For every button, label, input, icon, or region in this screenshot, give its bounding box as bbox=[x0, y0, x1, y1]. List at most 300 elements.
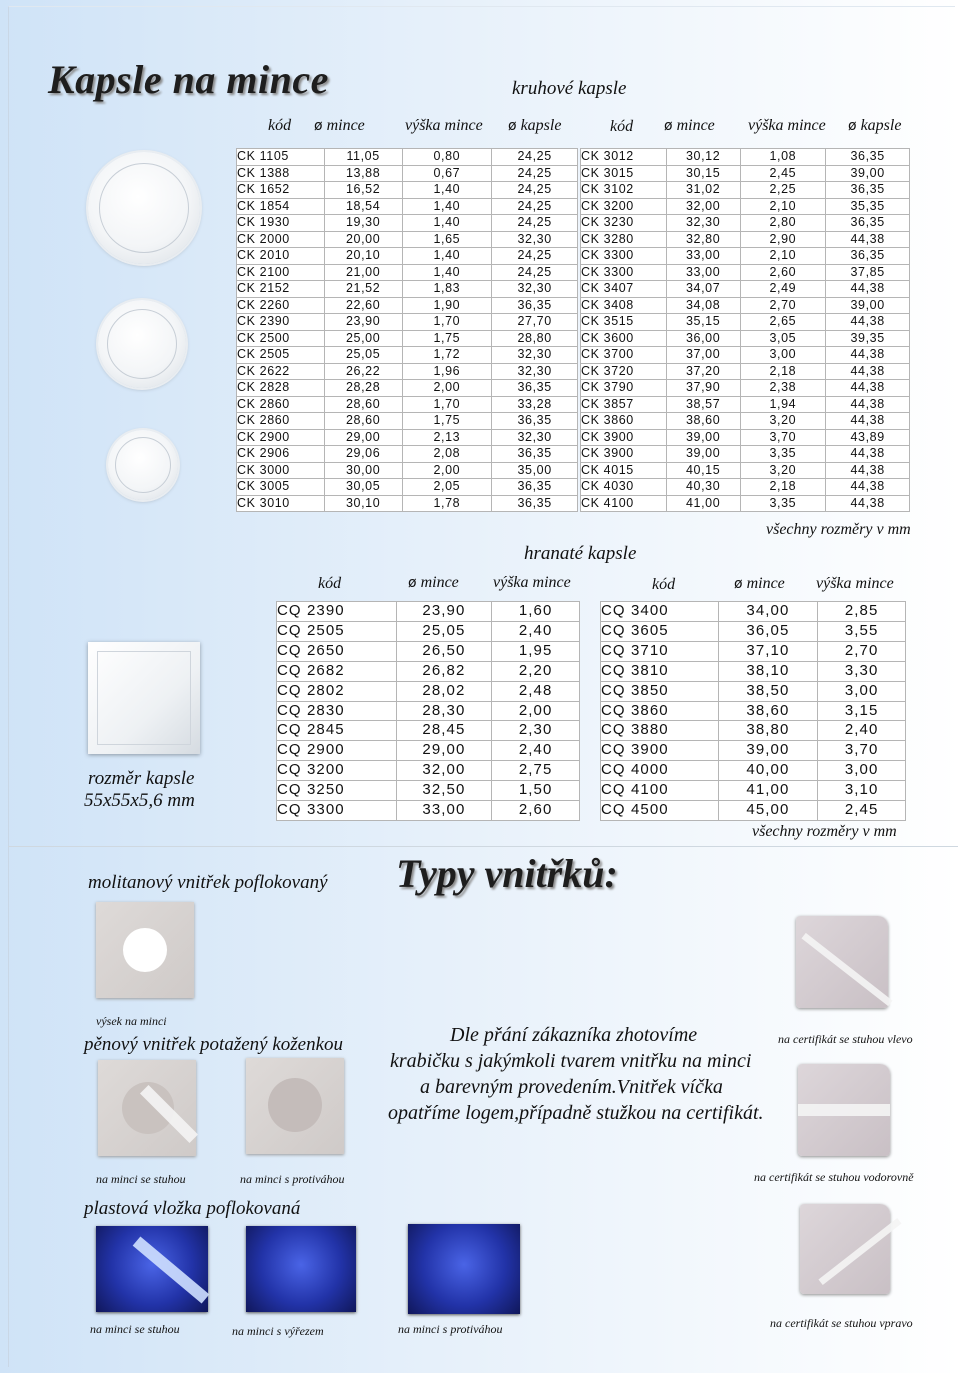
value-cell: 1,65 bbox=[402, 231, 492, 248]
value-cell: 32,00 bbox=[396, 761, 492, 781]
product-code-cell: CK 2500 bbox=[237, 330, 325, 347]
value-cell: 2,10 bbox=[740, 198, 826, 215]
value-cell: 21,52 bbox=[324, 281, 402, 298]
value-cell: 32,30 bbox=[666, 215, 740, 232]
cert-horizontal-photo bbox=[798, 1064, 890, 1156]
value-cell: 3,20 bbox=[740, 413, 826, 430]
value-cell: 38,60 bbox=[666, 413, 740, 430]
table-row bbox=[237, 479, 578, 496]
value-cell: 37,85 bbox=[826, 264, 910, 281]
round-units-note: všechny rozměry v mm bbox=[766, 521, 911, 538]
value-cell: 24,25 bbox=[492, 264, 578, 281]
coin-hole bbox=[123, 928, 167, 972]
table-row bbox=[581, 446, 910, 463]
table-row bbox=[581, 182, 910, 199]
round-header-vyska-left: výška mince bbox=[405, 117, 483, 134]
table-row bbox=[581, 248, 910, 265]
value-cell: 2,20 bbox=[492, 661, 580, 681]
value-cell: 1,40 bbox=[402, 182, 492, 199]
table-row bbox=[237, 149, 578, 166]
value-cell: 39,00 bbox=[826, 297, 910, 314]
table-row bbox=[237, 429, 578, 446]
plastic-flocked-label: plastová vložka poflokovaná bbox=[84, 1198, 301, 1219]
value-cell: 1,40 bbox=[402, 248, 492, 265]
value-cell: 36,35 bbox=[492, 446, 578, 463]
ribbon bbox=[802, 933, 893, 1006]
cert-horizontal-label: na certifikát se stuhou vodorovně bbox=[754, 1170, 914, 1184]
value-cell: 33,00 bbox=[666, 248, 740, 265]
value-cell: 2,18 bbox=[740, 479, 826, 496]
table-row bbox=[237, 446, 578, 463]
value-cell: 44,38 bbox=[826, 281, 910, 298]
product-code-cell: CK 3408 bbox=[581, 297, 667, 314]
table-row bbox=[237, 314, 578, 331]
value-cell: 1,70 bbox=[402, 314, 492, 331]
diameter-icon: ø bbox=[734, 576, 743, 592]
value-cell: 34,08 bbox=[666, 297, 740, 314]
value-cell: 2,60 bbox=[740, 264, 826, 281]
table-row bbox=[237, 248, 578, 265]
cert-right-label: na certifikát se stuhou vpravo bbox=[770, 1316, 913, 1330]
value-cell: 41,00 bbox=[718, 781, 818, 801]
value-cell: 30,00 bbox=[324, 462, 402, 479]
round-header-vyska-right: výška mince bbox=[748, 117, 826, 134]
plastic-ribbon-photo bbox=[96, 1226, 208, 1312]
value-cell: 24,25 bbox=[492, 215, 578, 232]
value-cell: 1,75 bbox=[402, 413, 492, 430]
coin-counterweight-label: na minci s protiváhou bbox=[240, 1172, 345, 1186]
ribbon bbox=[798, 1104, 890, 1116]
round-header-mince-right bbox=[664, 117, 715, 135]
round-header-kod-right: kód bbox=[610, 118, 634, 135]
table-row bbox=[277, 721, 580, 741]
table-row bbox=[581, 165, 910, 182]
value-cell: 20,00 bbox=[324, 231, 402, 248]
square-header-vyska-left: výška mince bbox=[493, 574, 571, 591]
value-cell: 1,08 bbox=[740, 149, 826, 166]
table-row bbox=[581, 495, 910, 512]
value-cell: 2,18 bbox=[740, 363, 826, 380]
round-capsule-small-photo bbox=[108, 430, 178, 500]
value-cell: 3,20 bbox=[740, 462, 826, 479]
value-cell: 36,35 bbox=[492, 495, 578, 512]
product-code-cell: CK 2260 bbox=[237, 297, 325, 314]
product-code-cell: CK 1652 bbox=[237, 182, 325, 199]
value-cell: 32,80 bbox=[666, 231, 740, 248]
table-row bbox=[581, 330, 910, 347]
product-code-cell: CK 2860 bbox=[237, 413, 325, 430]
value-cell: 3,00 bbox=[818, 681, 906, 701]
table-row bbox=[237, 495, 578, 512]
product-code-cell: CK 3700 bbox=[581, 347, 667, 364]
diameter-icon: ø bbox=[314, 118, 323, 134]
value-cell: 1,40 bbox=[402, 264, 492, 281]
product-code-cell: CQ 3850 bbox=[601, 681, 719, 701]
value-cell: 39,00 bbox=[666, 446, 740, 463]
value-cell: 0,67 bbox=[402, 165, 492, 182]
value-cell: 41,00 bbox=[666, 495, 740, 512]
product-code-cell: CK 3407 bbox=[581, 281, 667, 298]
value-cell: 1,40 bbox=[402, 198, 492, 215]
table-row bbox=[601, 681, 906, 701]
square-header-vyska-right: výška mince bbox=[816, 575, 894, 592]
value-cell: 39,00 bbox=[666, 429, 740, 446]
product-code-cell: CQ 2650 bbox=[277, 641, 397, 661]
value-cell: 1,40 bbox=[402, 215, 492, 232]
square-header-kod-left: kód bbox=[318, 575, 342, 592]
plastic-cut-label: na minci s výřezem bbox=[232, 1324, 324, 1338]
value-cell: 38,80 bbox=[718, 721, 818, 741]
table-row bbox=[581, 462, 910, 479]
product-code-cell: CQ 3200 bbox=[277, 761, 397, 781]
value-cell: 1,90 bbox=[402, 297, 492, 314]
table-row bbox=[237, 380, 578, 397]
value-cell: 40,30 bbox=[666, 479, 740, 496]
table-row bbox=[277, 781, 580, 801]
round-table-right bbox=[580, 148, 910, 512]
square-table-right bbox=[600, 601, 906, 821]
plastic-counterweight-label: na minci s protiváhou bbox=[398, 1322, 503, 1336]
table-row bbox=[601, 701, 906, 721]
value-cell: 3,35 bbox=[740, 495, 826, 512]
square-header-mince-right bbox=[734, 575, 785, 593]
table-row bbox=[601, 641, 906, 661]
product-code-cell: CQ 2845 bbox=[277, 721, 397, 741]
value-cell: 24,25 bbox=[492, 149, 578, 166]
product-code-cell: CK 3102 bbox=[581, 182, 667, 199]
product-code-cell: CK 2906 bbox=[237, 446, 325, 463]
value-cell: 35,15 bbox=[666, 314, 740, 331]
value-cell: 2,70 bbox=[818, 641, 906, 661]
value-cell: 2,60 bbox=[492, 801, 580, 821]
product-code-cell: CQ 3810 bbox=[601, 661, 719, 681]
value-cell: 2,00 bbox=[492, 701, 580, 721]
value-cell: 43,89 bbox=[826, 429, 910, 446]
value-cell: 1,60 bbox=[492, 602, 580, 622]
value-cell: 29,06 bbox=[324, 446, 402, 463]
value-cell: 3,15 bbox=[818, 701, 906, 721]
product-code-cell: CK 2390 bbox=[237, 314, 325, 331]
table-row bbox=[581, 198, 910, 215]
table-row bbox=[237, 413, 578, 430]
value-cell: 24,25 bbox=[492, 165, 578, 182]
value-cell: 35,00 bbox=[492, 462, 578, 479]
table-row bbox=[601, 761, 906, 781]
diameter-icon: ø bbox=[508, 118, 517, 134]
product-code-cell: CK 3015 bbox=[581, 165, 667, 182]
table-row bbox=[581, 429, 910, 446]
foam-flocked-label: molitanový vnitřek poflokovaný bbox=[88, 872, 328, 893]
product-code-cell: CK 3900 bbox=[581, 429, 667, 446]
product-code-cell: CK 3600 bbox=[581, 330, 667, 347]
value-cell: 2,25 bbox=[740, 182, 826, 199]
product-code-cell: CQ 3900 bbox=[601, 741, 719, 761]
plastic-ribbon-label: na minci se stuhou bbox=[90, 1322, 180, 1336]
value-cell: 1,83 bbox=[402, 281, 492, 298]
page-title: Kapsle na mince bbox=[48, 57, 329, 102]
table-row bbox=[581, 347, 910, 364]
coin-counterweight-photo bbox=[246, 1058, 344, 1154]
table-row bbox=[581, 413, 910, 430]
value-cell: 25,00 bbox=[324, 330, 402, 347]
value-cell: 36,05 bbox=[718, 621, 818, 641]
value-cell: 2,38 bbox=[740, 380, 826, 397]
value-cell: 40,00 bbox=[718, 761, 818, 781]
value-cell: 2,70 bbox=[740, 297, 826, 314]
product-code-cell: CK 1930 bbox=[237, 215, 325, 232]
value-cell: 13,88 bbox=[324, 165, 402, 182]
cert-left-label: na certifikát se stuhou vlevo bbox=[778, 1032, 913, 1046]
custom-text-line-1: Dle přání zákazníka zhotovíme bbox=[450, 1024, 698, 1046]
value-cell: 28,30 bbox=[396, 701, 492, 721]
value-cell: 38,50 bbox=[718, 681, 818, 701]
header-text: mince bbox=[420, 574, 459, 591]
header-text: kapsle bbox=[860, 117, 902, 134]
product-code-cell: CK 2100 bbox=[237, 264, 325, 281]
square-size-value: 55x55x5,6 mm bbox=[84, 790, 195, 811]
table-row bbox=[601, 801, 906, 821]
value-cell: 36,35 bbox=[492, 479, 578, 496]
product-code-cell: CQ 3300 bbox=[277, 801, 397, 821]
product-code-cell: CK 3000 bbox=[237, 462, 325, 479]
value-cell: 26,50 bbox=[396, 641, 492, 661]
header-text: kapsle bbox=[520, 117, 562, 134]
plastic-cut-photo bbox=[246, 1226, 356, 1312]
round-header-mince-left bbox=[314, 117, 365, 135]
table-row bbox=[581, 281, 910, 298]
value-cell: 22,60 bbox=[324, 297, 402, 314]
square-header-mince-left bbox=[408, 574, 459, 592]
value-cell: 2,40 bbox=[492, 621, 580, 641]
value-cell: 3,10 bbox=[818, 781, 906, 801]
plastic-counterweight-photo bbox=[408, 1224, 520, 1314]
table-row bbox=[277, 701, 580, 721]
value-cell: 32,30 bbox=[492, 231, 578, 248]
product-code-cell: CQ 2830 bbox=[277, 701, 397, 721]
table-row bbox=[237, 281, 578, 298]
value-cell: 39,35 bbox=[826, 330, 910, 347]
value-cell: 33,00 bbox=[666, 264, 740, 281]
value-cell: 36,35 bbox=[826, 215, 910, 232]
value-cell: 38,60 bbox=[718, 701, 818, 721]
value-cell: 1,95 bbox=[492, 641, 580, 661]
value-cell: 44,38 bbox=[826, 495, 910, 512]
table-row bbox=[581, 314, 910, 331]
table-row bbox=[581, 215, 910, 232]
table-row bbox=[581, 396, 910, 413]
value-cell: 2,40 bbox=[818, 721, 906, 741]
value-cell: 2,75 bbox=[492, 761, 580, 781]
table-row bbox=[237, 264, 578, 281]
value-cell: 2,08 bbox=[402, 446, 492, 463]
product-code-cell: CQ 3605 bbox=[601, 621, 719, 641]
product-code-cell: CQ 4000 bbox=[601, 761, 719, 781]
header-text: mince bbox=[326, 117, 365, 134]
product-code-cell: CK 2505 bbox=[237, 347, 325, 364]
product-code-cell: CK 3720 bbox=[581, 363, 667, 380]
diameter-icon: ø bbox=[848, 118, 857, 134]
cutout-label: výsek na minci bbox=[96, 1014, 167, 1028]
value-cell: 32,30 bbox=[492, 347, 578, 364]
product-code-cell: CK 1854 bbox=[237, 198, 325, 215]
product-code-cell: CK 2828 bbox=[237, 380, 325, 397]
value-cell: 3,35 bbox=[740, 446, 826, 463]
value-cell: 23,90 bbox=[396, 602, 492, 622]
table-row bbox=[581, 363, 910, 380]
value-cell: 33,28 bbox=[492, 396, 578, 413]
table-row bbox=[237, 215, 578, 232]
value-cell: 44,38 bbox=[826, 413, 910, 430]
table-row bbox=[277, 661, 580, 681]
header-text: mince bbox=[746, 575, 785, 592]
table-row bbox=[581, 479, 910, 496]
value-cell: 26,22 bbox=[324, 363, 402, 380]
value-cell: 1,78 bbox=[402, 495, 492, 512]
product-code-cell: CK 2900 bbox=[237, 429, 325, 446]
table-row bbox=[237, 231, 578, 248]
value-cell: 30,15 bbox=[666, 165, 740, 182]
table-row bbox=[601, 721, 906, 741]
value-cell: 44,38 bbox=[826, 363, 910, 380]
table-row bbox=[601, 741, 906, 761]
ribbon bbox=[133, 1236, 210, 1303]
diameter-icon: ø bbox=[664, 118, 673, 134]
value-cell: 36,35 bbox=[492, 297, 578, 314]
value-cell: 36,00 bbox=[666, 330, 740, 347]
square-capsules-title: hranaté kapsle bbox=[524, 543, 637, 564]
value-cell: 27,70 bbox=[492, 314, 578, 331]
value-cell: 1,94 bbox=[740, 396, 826, 413]
table-row bbox=[277, 801, 580, 821]
value-cell: 44,38 bbox=[826, 462, 910, 479]
value-cell: 36,35 bbox=[492, 380, 578, 397]
product-code-cell: CK 4030 bbox=[581, 479, 667, 496]
table-row bbox=[237, 363, 578, 380]
product-code-cell: CK 3012 bbox=[581, 149, 667, 166]
value-cell: 18,54 bbox=[324, 198, 402, 215]
table-row bbox=[237, 165, 578, 182]
value-cell: 1,75 bbox=[402, 330, 492, 347]
table-row bbox=[601, 621, 906, 641]
value-cell: 30,12 bbox=[666, 149, 740, 166]
value-cell: 3,55 bbox=[818, 621, 906, 641]
product-code-cell: CQ 2505 bbox=[277, 621, 397, 641]
value-cell: 19,30 bbox=[324, 215, 402, 232]
product-code-cell: CK 4015 bbox=[581, 462, 667, 479]
product-code-cell: CK 2622 bbox=[237, 363, 325, 380]
value-cell: 2,40 bbox=[492, 741, 580, 761]
value-cell: 0,80 bbox=[402, 149, 492, 166]
value-cell: 29,00 bbox=[396, 741, 492, 761]
product-code-cell: CK 3005 bbox=[237, 479, 325, 496]
value-cell: 24,25 bbox=[492, 248, 578, 265]
round-capsule-medium-photo bbox=[98, 300, 186, 388]
value-cell: 2,10 bbox=[740, 248, 826, 265]
square-table-left bbox=[276, 601, 580, 821]
value-cell: 45,00 bbox=[718, 801, 818, 821]
value-cell: 44,38 bbox=[826, 446, 910, 463]
value-cell: 2,30 bbox=[492, 721, 580, 741]
value-cell: 34,07 bbox=[666, 281, 740, 298]
product-code-cell: CQ 2682 bbox=[277, 661, 397, 681]
product-code-cell: CK 3857 bbox=[581, 396, 667, 413]
value-cell: 21,00 bbox=[324, 264, 402, 281]
value-cell: 25,05 bbox=[396, 621, 492, 641]
value-cell: 35,35 bbox=[826, 198, 910, 215]
value-cell: 25,05 bbox=[324, 347, 402, 364]
square-capsule-photo bbox=[88, 642, 200, 754]
product-code-cell: CQ 2390 bbox=[277, 602, 397, 622]
product-code-cell: CK 3790 bbox=[581, 380, 667, 397]
table-row bbox=[581, 380, 910, 397]
value-cell: 2,45 bbox=[740, 165, 826, 182]
value-cell: 23,90 bbox=[324, 314, 402, 331]
table-row bbox=[277, 761, 580, 781]
table-row bbox=[277, 621, 580, 641]
value-cell: 44,38 bbox=[826, 479, 910, 496]
value-cell: 39,00 bbox=[718, 741, 818, 761]
product-code-cell: CQ 3710 bbox=[601, 641, 719, 661]
table-row bbox=[277, 741, 580, 761]
value-cell: 28,60 bbox=[324, 396, 402, 413]
value-cell: 36,35 bbox=[826, 149, 910, 166]
value-cell: 32,30 bbox=[492, 429, 578, 446]
diameter-icon: ø bbox=[408, 575, 417, 591]
product-code-cell: CQ 3880 bbox=[601, 721, 719, 741]
value-cell: 30,05 bbox=[324, 479, 402, 496]
product-code-cell: CQ 2802 bbox=[277, 681, 397, 701]
value-cell: 37,20 bbox=[666, 363, 740, 380]
product-code-cell: CK 2860 bbox=[237, 396, 325, 413]
product-code-cell: CK 3280 bbox=[581, 231, 667, 248]
value-cell: 24,25 bbox=[492, 182, 578, 199]
product-code-cell: CK 2010 bbox=[237, 248, 325, 265]
value-cell: 28,60 bbox=[324, 413, 402, 430]
value-cell: 2,13 bbox=[402, 429, 492, 446]
cert-right-photo bbox=[800, 1204, 890, 1294]
product-code-cell: CQ 3860 bbox=[601, 701, 719, 721]
table-row bbox=[277, 681, 580, 701]
coin-hole bbox=[268, 1078, 322, 1132]
table-row bbox=[601, 661, 906, 681]
value-cell: 32,30 bbox=[492, 363, 578, 380]
value-cell: 1,96 bbox=[402, 363, 492, 380]
table-row bbox=[581, 264, 910, 281]
value-cell: 3,00 bbox=[740, 347, 826, 364]
product-code-cell: CQ 3250 bbox=[277, 781, 397, 801]
table-row bbox=[237, 182, 578, 199]
types-title: Typy vnitřků: bbox=[396, 851, 618, 896]
value-cell: 28,02 bbox=[396, 681, 492, 701]
product-code-cell: CK 3860 bbox=[581, 413, 667, 430]
cert-left-photo bbox=[796, 916, 888, 1008]
value-cell: 1,72 bbox=[402, 347, 492, 364]
square-units-note: všechny rozměry v mm bbox=[752, 823, 897, 840]
round-capsules-title: kruhové kapsle bbox=[512, 78, 627, 99]
value-cell: 36,35 bbox=[826, 248, 910, 265]
value-cell: 3,70 bbox=[740, 429, 826, 446]
value-cell: 44,38 bbox=[826, 396, 910, 413]
value-cell: 36,35 bbox=[492, 413, 578, 430]
value-cell: 32,00 bbox=[666, 198, 740, 215]
value-cell: 2,85 bbox=[818, 602, 906, 622]
value-cell: 2,48 bbox=[492, 681, 580, 701]
table-row bbox=[277, 641, 580, 661]
custom-text-line-2: krabičku s jakýmkoli tvarem vnitřku na minci bbox=[390, 1050, 752, 1072]
value-cell: 28,28 bbox=[324, 380, 402, 397]
custom-text-line-3: a barevným provedením.Vnitřek víčka bbox=[420, 1076, 723, 1098]
coin-ribbon-label: na minci se stuhou bbox=[96, 1172, 186, 1186]
